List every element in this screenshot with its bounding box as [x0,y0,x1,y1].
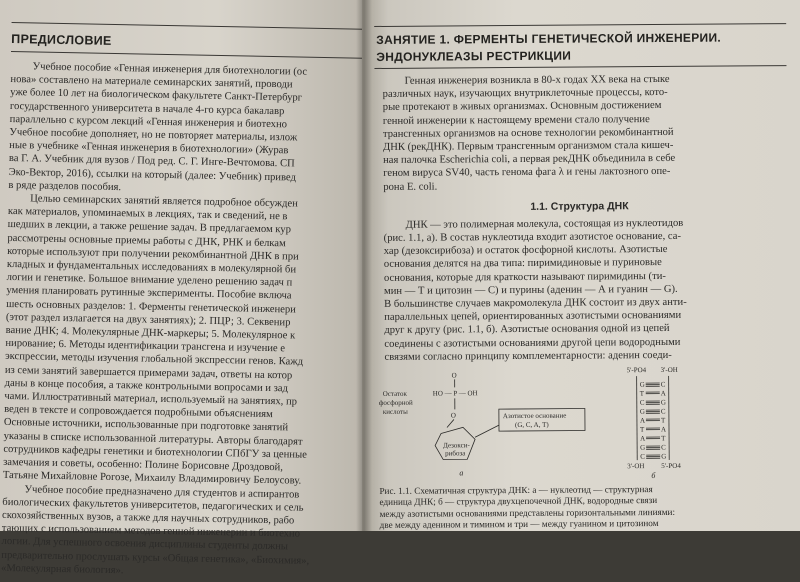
preface-text-line: веден в тексте и сопровождается подробными объяснениям [4,403,374,423]
phosphate-label-3: кислоты [383,408,408,416]
intro-text-line: ная палочка Escherichia coli, а первая рекДНК объединила в себе [383,151,779,167]
end-5-bottom: 5'-PO4 [661,462,681,470]
base-right: C [661,444,666,452]
intro-text-line: Генная инженерия возникла в 80-х годах XX века на стыке [383,72,779,88]
dna-text-line: мин — Т и цитозин — С) и пурины (аденин — А и гуанин — G). [384,282,780,298]
left-page-content [1,0,382,582]
dna-text-line: ДНК — это полимерная молекула, состоящая из нуклеотидов [384,216,780,232]
intro-text-line: геном вируса SV40, часть генома фага λ и гены лактозного опе- [383,165,779,181]
right-heading-rule [374,65,786,69]
phosphate-group-symbol: HO — P — OH [433,389,478,397]
base-label-2: (G, C, A, T) [515,421,549,429]
intro-text-line: трансгенных организмов на основе технологии рекомбинантной [383,125,779,141]
preface-text-line: из семи занятий завершается примерами задач, ответы на котор [5,364,375,384]
preface-text-line: логии. Для успешного освоения дисциплины студенты должны [1,535,371,555]
preface-text-line: указаны в списке использованной литературы. Авторы благодарят [3,430,373,450]
base-right: T [661,435,666,443]
strand-backbone-left [637,376,638,460]
sugar-label-2: рибоза [445,449,466,457]
sugar-link [447,420,454,428]
intro-text-line: рона E. coli. [383,178,779,194]
preface-text-line: шедших в лекции, а также решение задач. В предлагаемом кур [8,218,378,238]
caption-text-line: Рис. 1.1. Схематичная структура ДНК: а — нуклеотид — структурная [379,483,787,497]
left-page [0,0,362,531]
dna-text-line: параллельных цепей, ориентированных азотистыми основаниями [384,308,780,324]
figure-letter-b: б [651,471,656,480]
preface-text-line: как материалов, упоминаемых в лекциях, так и сведений, не в [8,205,378,225]
caption-text-line: единица ДНК; б — структура двухцепочечной ДНК, водородные связи [379,495,787,509]
preface-text-line: в ряде разделов пособия. [8,179,378,199]
right-page-content [372,0,798,532]
figure-caption [375,483,787,532]
preface-text-line: предварительно прослушать курсы «Общая генетика», «Биохимия», [1,548,371,568]
preface-text-line: параллельно с курсом лекций «Генная инженерия и биотехно [10,113,380,133]
base-right: T [661,417,666,425]
intro-text-line: ДНК (рекДНК). Первым трансгенным организмом стала кишеч- [383,138,779,154]
figure-letter-a: а [459,468,463,477]
base-left: T [640,390,645,398]
preface-text-line: логии и генетике. Большое внимание уделено решению задач п [7,271,377,291]
preface-text-line: ные в учебнике «Генная инженерия в биотехнологии» (Журав [9,139,379,159]
preface-text-line: Целью семинарских занятий является подробное обсужден [8,192,378,212]
preface-text-line: вание ДНК; 4. Молекулярные ДНК-маркеры; 5. Молекулярное к [6,324,376,344]
intro-text-line: генной инженерии к настоящему времени стало получение [383,112,779,128]
caption-text-line: между азотистыми основаниями представлены горизонтальными линиями: [380,506,788,520]
dna-text-line: основания, которые для краткости называют пиримидины (ти- [384,269,780,285]
dna-text-line: соединены с азотистыми основаниями другой цепи водородными [384,335,780,351]
ester-oxygen: O [451,411,456,419]
base-right: G [661,399,666,407]
base-left: T [640,426,645,434]
dna-text-line: друг к другу (рис. 1.1, б). Азотистые основания одной из цепей [384,322,780,338]
base-left: C [640,399,645,407]
lesson-heading-line2: ЭНДОНУКЛЕАЗЫ РЕСТРИКЦИИ [372,47,794,64]
preface-text-line: шесть основных разделов: 1. Ферменты генетической инженери [6,298,376,318]
preface-text-line: которые используют при получении рекомбинантной ДНК в при [7,245,377,265]
base-left: A [640,435,645,443]
dna-text [374,216,781,364]
preface-text-line: умения планировать рутинные эксперименты. Пособие включа [6,284,376,304]
preface-text-line: нова» составлено на материале семинарских занятий, проводи [10,73,380,93]
base-left: G [640,408,645,416]
base-left: A [640,417,645,425]
end-3-top: 3'-OH [661,366,678,374]
nucleotide-diagram [379,371,586,478]
preface-text-line: Учебное пособие предназначено для студентов и аспирантов [2,482,372,502]
base-right: C [661,381,666,389]
dna-text-line: (рис. 1.1, а). В состав нуклеотида входит азотистое основание, са- [384,229,780,245]
preface-text-line: государственного университета в начале 4-го курса бакалавр [10,100,380,120]
preface-text-line: «Молекулярная биология». [1,562,371,582]
preface-text-line: Эко-Вектор, 2016), ссылки на который (далее: Учебник) привед [9,166,379,186]
preface-text-line: ва Г. А. Учебник для вузов / Под ред. С. Г. Инге-Вечтомова. СП [9,152,379,172]
end-5-top: 5'-PO4 [627,366,647,374]
preface-text-line: Татьяне Михайловне Рогозе, Михаилу Владимировичу Белоусову. [3,469,373,489]
dna-text-line: хар (дезоксирибоза) и остаток фосфорной кислоты. Азотистые [384,242,780,258]
base-left: G [640,444,645,452]
preface-text-line: замечания и советы, особенно: Полине Борисовне Дроздовой, [3,456,373,476]
preface-text-line: биологических факультетов университетов, педагогических и сель [2,496,372,516]
preface-text-line: скохозяйственных вузов, а также для научных сотрудников, рабо [2,509,372,529]
dna-text-line: В большинстве случаев макромолекула ДНК состоит из двух анти- [384,295,780,311]
preface-text-line: Учебное пособие дополняет, но не повторяет материалы, излож [9,126,379,146]
phosphate-label-2: фосфорной [379,399,413,407]
caption-text-line: две между аденином и тимином и три — между гуанином и цитозином [380,517,788,531]
preface-text-line: тающих с использованием методов генной инженерии и биотехно [2,522,372,542]
phosphate-label-1: Остаток [383,390,408,398]
intro-text [373,72,780,194]
intro-text-line: рые протекают в живых организмах. Основным достижением [383,99,779,115]
dna-figure [375,363,788,484]
preface-text-line: (этот раздел излагается на двух занятиях); 2. ПЦР; 3. Секвенир [6,311,376,331]
preface-text-line: Основные источники, использованные при подготовке занятий [4,416,374,436]
base-left: G [640,381,645,389]
base-label-1: Азотистое основание [503,412,567,420]
base-right: C [661,408,666,416]
subsection-title: 1.1. Структура ДНК [373,199,785,214]
base-right: A [661,390,666,398]
end-3-bottom: 3'-OH [627,462,644,470]
right-top-rule [374,23,786,27]
preface-text-line: уже более 10 лет на биологическом факультете Санкт-Петербург [10,86,380,106]
preface-text-line: рассмотрены основные приемы работы с ДНК, РНК и белкам [7,232,377,252]
preface-text-line: чами. Иллюстративный материал, используемый на занятиях, пр [4,390,374,410]
base-link [475,425,499,437]
base-right: A [661,426,666,434]
phosphate-oxygen: O [452,371,457,379]
preface-text-line: сотрудников кафедры генетики и биотехнологии СПбГУ за ценные [3,443,373,463]
lesson-heading-line1: ЗАНЯТИЕ 1. ФЕРМЕНТЫ ГЕНЕТИЧЕСКОЙ ИНЖЕНЕРИИ. [372,30,794,47]
base-right: G [661,453,666,461]
sugar-label-1: Дезокси- [443,441,470,449]
dna-text-line: основания делятся на два типа: пиримидиновые и пуриновые [384,256,780,272]
preface-text-line: кладных и фундаментальных исследованиях в молекулярной би [7,258,377,278]
left-heading-rule [11,51,363,59]
double-strand-diagram [627,366,682,480]
base-left: C [640,453,645,461]
dna-text-line: связями согласно принципу комплементарности: аденин соеди- [384,348,780,364]
preface-text-line: Учебное пособие «Генная инженерия для биотехнологии (ос [11,60,381,80]
preface-text-line: даны в конце пособия, а также контрольными вопросами и зад [5,377,375,397]
strand-backbone-right [669,376,670,460]
preface-text-line: экспрессии, методы изучения глобальной экспрессии генов. Кажд [5,350,375,370]
left-top-rule [12,22,364,30]
intro-text-line: различных наук, изучающих внутриклеточные процессы, кото- [383,85,779,101]
preface-text [1,60,381,582]
preface-heading: ПРЕДИСЛОВИЕ [11,32,381,53]
preface-text-line: нирование; 6. Методы идентификации трансгена и изучение е [5,337,375,357]
